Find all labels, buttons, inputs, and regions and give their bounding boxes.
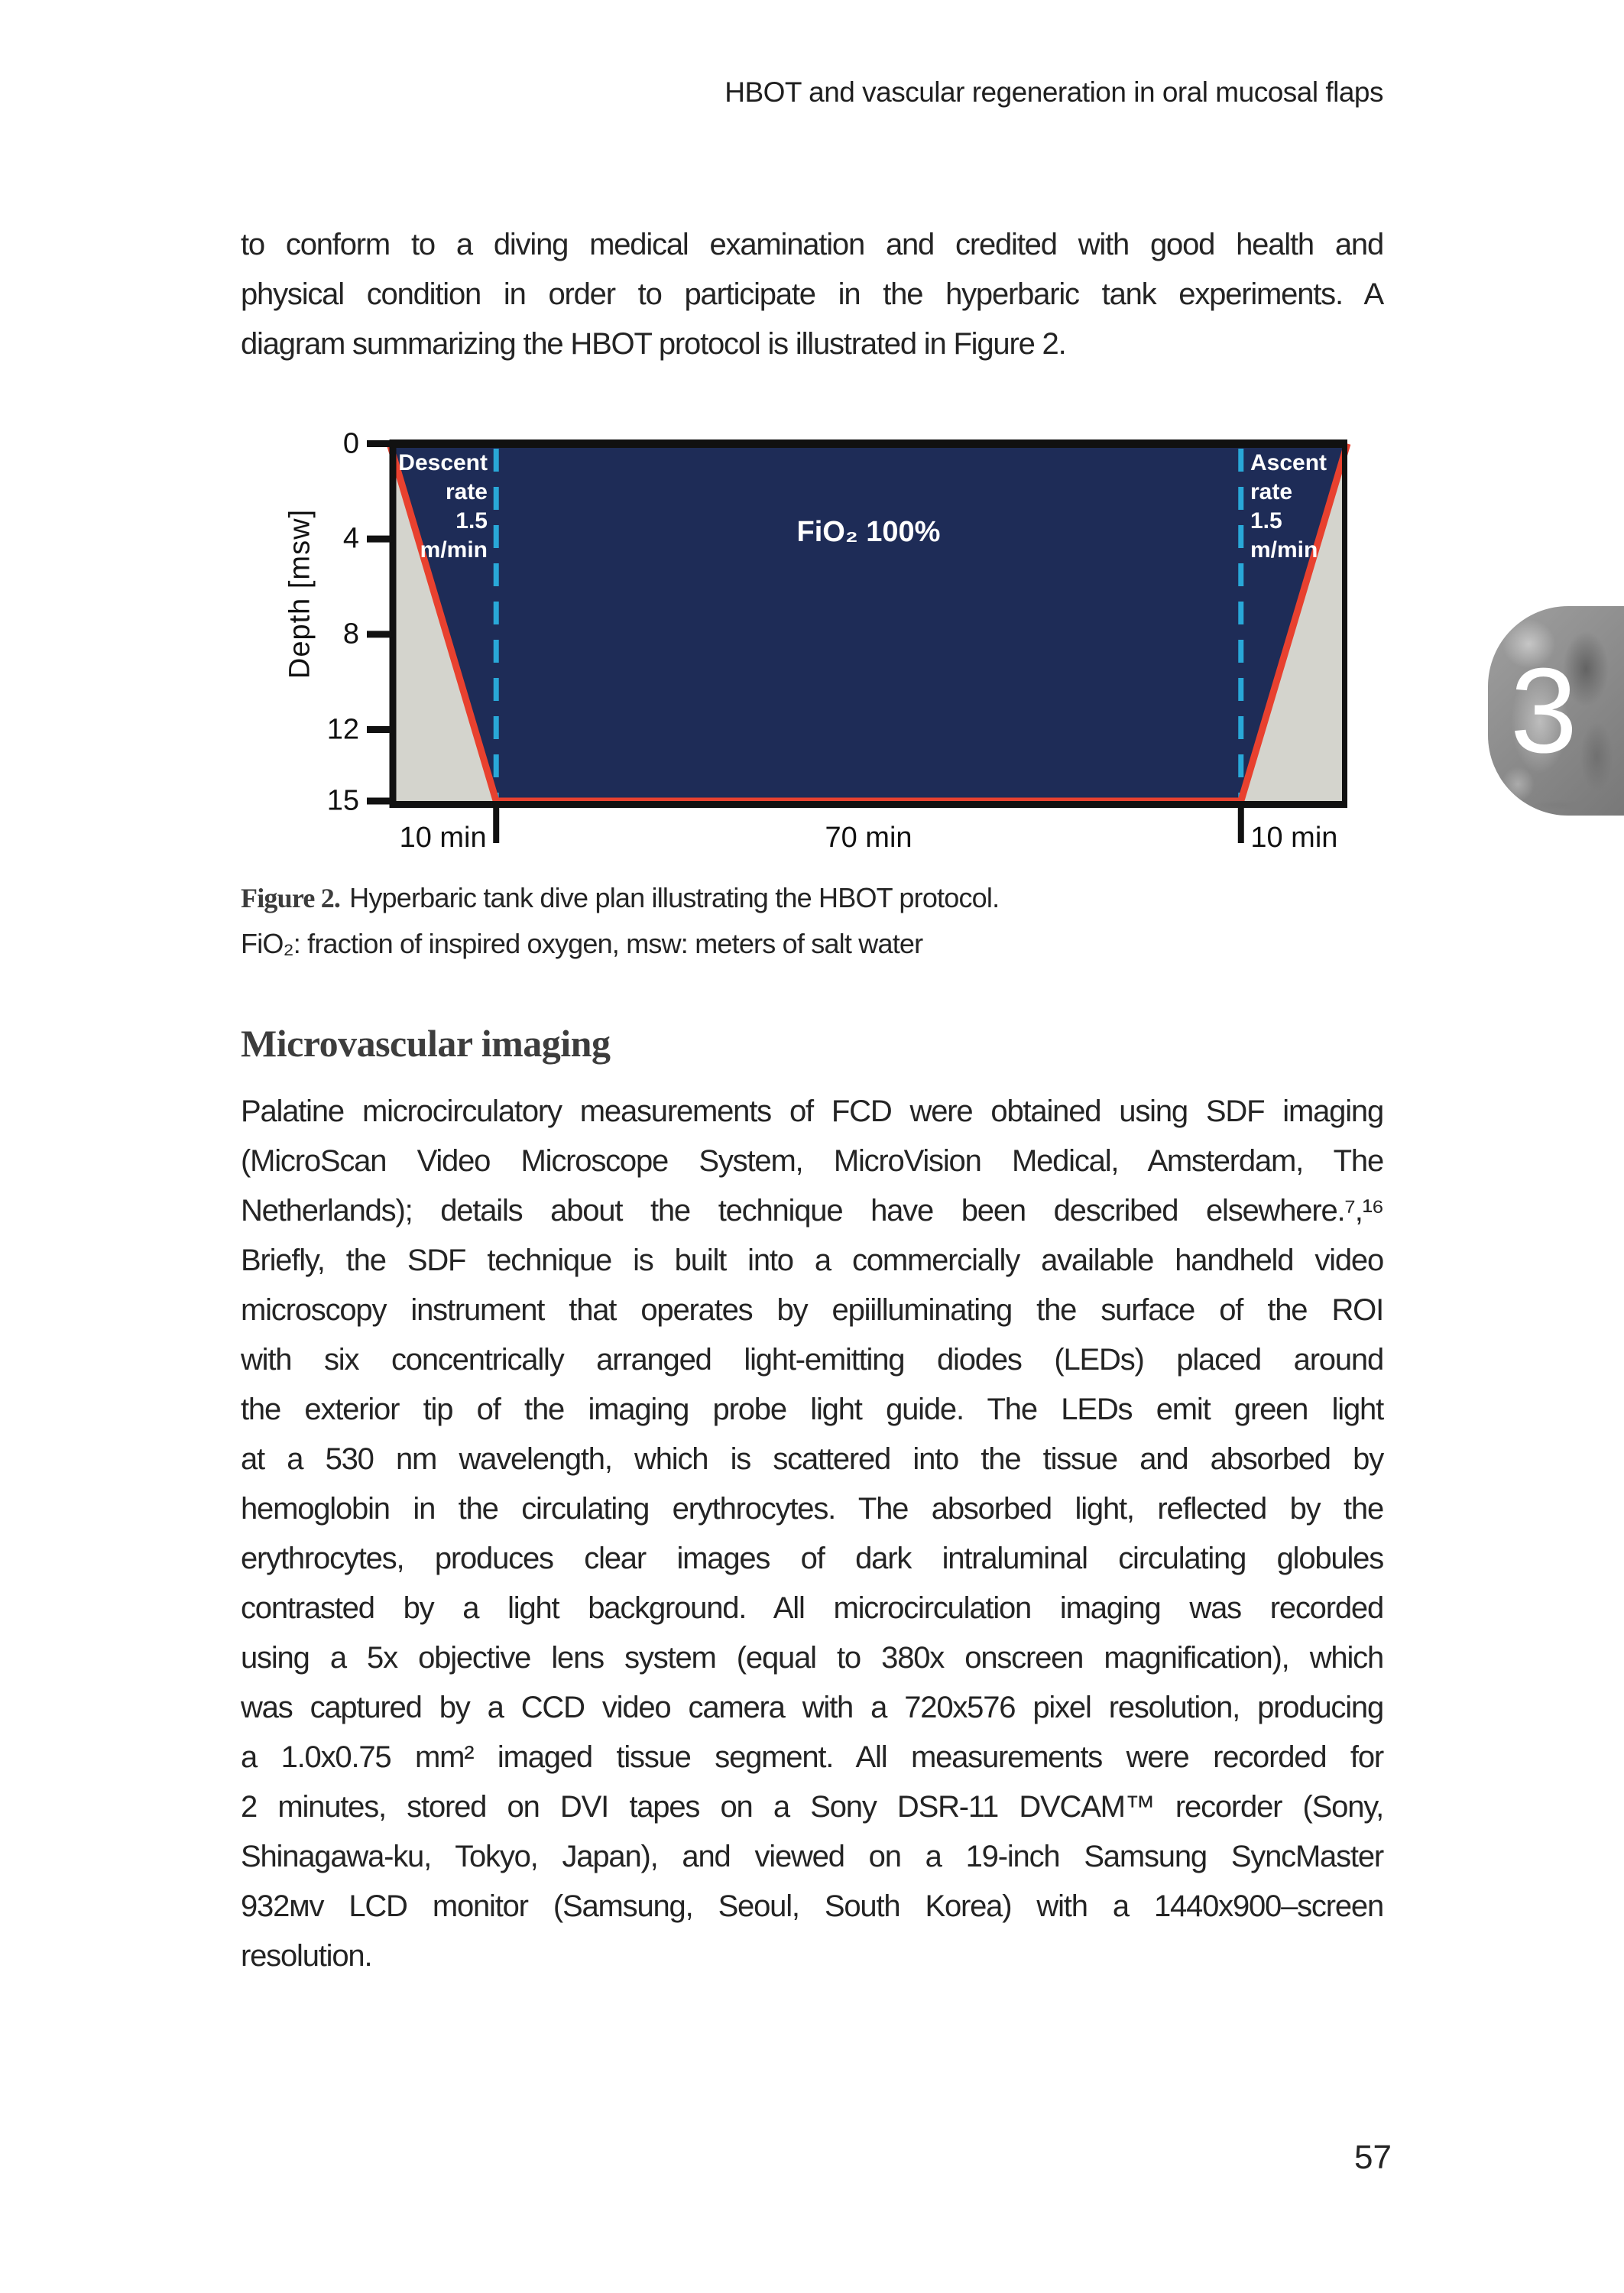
descent-rate-annotation bbox=[396, 449, 488, 565]
x-phase-label: 10 min bbox=[399, 822, 487, 854]
paragraph-line: erythrocytes, produces clear images of dark intraluminal circulating globules bbox=[241, 1542, 1383, 1575]
paragraph-line: to conform to a diving medical examination and credited with good health and bbox=[241, 228, 1383, 261]
paragraph-line: using a 5x objective lens system (equal to 380x onscreen magnification), which bbox=[241, 1641, 1383, 1675]
fio2-area bbox=[390, 444, 1347, 802]
intro-paragraph bbox=[241, 220, 1383, 369]
figure-caption-text: Hyperbaric tank dive plan illustrating the HBOT protocol. bbox=[349, 882, 1000, 913]
descent-rate-line2: 1.5 m/min bbox=[420, 508, 488, 563]
paragraph-line: microscopy instrument that operates by epiilluminating the surface of the ROI bbox=[241, 1293, 1383, 1327]
figure-caption-label: Figure 2. bbox=[241, 883, 341, 913]
y-tick-label: 4 bbox=[342, 522, 359, 555]
y-axis-tick-labels bbox=[260, 427, 359, 817]
paragraph-line: the exterior tip of the imaging probe light guide. The LEDs emit green light bbox=[241, 1393, 1383, 1426]
paragraph-line: Briefly, the SDF technique is built into a commercially available handheld video bbox=[241, 1244, 1383, 1277]
fio2-annotation: FiO₂ 100% bbox=[796, 516, 941, 548]
chapter-number: 3 bbox=[1510, 644, 1577, 778]
ascent-rate-annotation bbox=[1250, 449, 1347, 565]
paragraph-line: physical condition in order to participate in the hyperbaric tank experiments. A bbox=[241, 277, 1383, 311]
paragraph-line: Netherlands); details about the technique have been described elsewhere.⁷,¹⁶ bbox=[241, 1194, 1383, 1228]
page-number: 57 bbox=[1354, 2139, 1392, 2176]
paragraph-line: a 1.0x0.75 mm² imaged tissue segment. All measurements were recorded for bbox=[241, 1740, 1383, 1774]
ascent-rate-line2: 1.5 m/min bbox=[1250, 508, 1318, 563]
section-heading: Microvascular imaging bbox=[241, 1022, 611, 1065]
y-tick-label: 8 bbox=[342, 618, 359, 650]
y-tick-label: 15 bbox=[326, 784, 359, 817]
paragraph-line: diagram summarizing the HBOT protocol is illustrated in Figure 2. bbox=[241, 327, 1066, 361]
paragraph-line: hemoglobin in the circulating erythrocytes. The absorbed light, reflected by the bbox=[241, 1492, 1383, 1526]
paragraph-line: 2 minutes, stored on DVI tapes on a Sony DSR-11 DVCAM™ recorder (Sony, bbox=[241, 1790, 1383, 1824]
y-tick-label: 12 bbox=[326, 713, 359, 745]
ascent-rate-line1: Ascent rate bbox=[1250, 450, 1327, 504]
paragraph-line: Shinagawa-ku, Tokyo, Japan), and viewed on a 19-inch Samsung SyncMaster bbox=[241, 1840, 1383, 1873]
chapter-tab bbox=[1488, 606, 1624, 816]
paragraph-line: at a 530 nm wavelength, which is scattered into the tissue and absorbed by bbox=[241, 1442, 1383, 1476]
dive-profile-chart bbox=[284, 427, 1347, 854]
microvascular-imaging-paragraph bbox=[241, 1087, 1383, 1981]
figure-caption-note: FiO₂: fraction of inspired oxygen, msw: meters of salt water bbox=[241, 928, 923, 959]
paragraph-line: with six concentrically arranged light-emitting diodes (LEDs) placed around bbox=[241, 1343, 1383, 1377]
figure-caption bbox=[241, 882, 999, 914]
paragraph-line: Palatine microcirculatory measurements of FCD were obtained using SDF imaging bbox=[241, 1095, 1383, 1128]
x-phase-label: 70 min bbox=[825, 822, 912, 854]
descent-rate-line1: Descent rate bbox=[398, 450, 488, 504]
paragraph-line: (MicroScan Video Microscope System, MicroVision Medical, Amsterdam, The bbox=[241, 1144, 1383, 1178]
x-phase-label: 10 min bbox=[1250, 822, 1338, 854]
paragraph-line: resolution. bbox=[241, 1939, 372, 1973]
dive-profile-plot bbox=[390, 439, 1347, 809]
paragraph-line: was captured by a CCD video camera with a 720x576 pixel resolution, producing bbox=[241, 1691, 1383, 1724]
y-tick-label: 0 bbox=[342, 427, 359, 459]
y-axis-title: Depth [msw] bbox=[284, 508, 316, 679]
paragraph-line: 932ᴍᴠ LCD monitor (Samsung, Seoul, South Korea) with a 1440x900–screen bbox=[241, 1889, 1383, 1923]
running-header: HBOT and vascular regeneration in oral mucosal flaps bbox=[724, 76, 1383, 108]
paragraph-line: contrasted by a light background. All microcirculation imaging was recorded bbox=[241, 1591, 1383, 1625]
